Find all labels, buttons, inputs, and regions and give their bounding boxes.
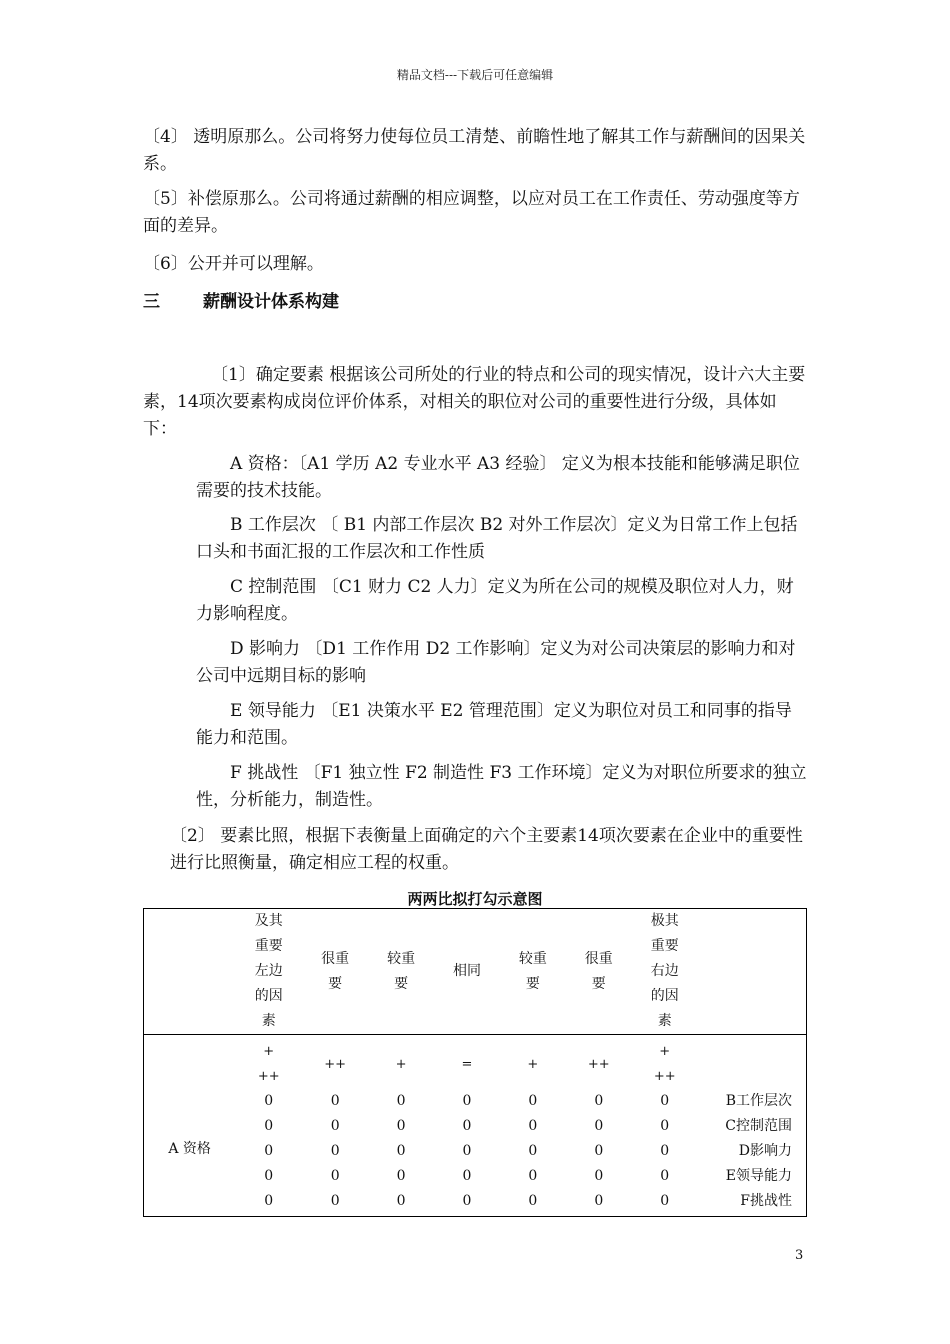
col-left-extreme: + ++ 0 0 0 0 0: [257, 1044, 280, 1209]
factor-a: A 资格：〔A1 学历 A2 专业水平 A3 经验〕 定义为根本技能和能够满足职位需要的技术技能。: [196, 454, 800, 501]
header-more-right: 较重要: [500, 909, 566, 1035]
col-compare-factors: [698, 1035, 807, 1217]
page-header: 精品文档---下载后可任意编辑: [396, 68, 554, 82]
col-very-right: ++ 0 0 0 0 0: [587, 1056, 610, 1209]
section-title: 薪酬设计体系构建: [203, 292, 339, 312]
col-more-left: + 0 0 0 0 0: [395, 1056, 407, 1209]
factor-b: B 工作层次 〔 B1 内部工作层次 B2 对外工作层次〕定义为日常工作上包括口头和书面汇报的工作层次和工作性质: [196, 515, 798, 562]
step1-paragraph: 〔1〕确定要素 根据该公司所处的行业的特点和公司的现实情况，设计六大主要素，14项次要素构成岗位评价体系，对相关的职位对公司的重要性进行分级，具体如下：: [143, 365, 806, 439]
factor-d: D 影响力 〔D1 工作作用 D2 工作影响〕定义为对公司决策层的影响力和对公司中远期目标的影响: [196, 639, 796, 686]
paragraph-principle-4: 〔4〕 透明原那么。公司将努力使每位员工清楚、前瞻性地了解其工作与薪酬间的因果关系。: [143, 127, 806, 174]
col-more-right: + 0 0 0 0 0: [527, 1056, 539, 1209]
table-header-row: [144, 909, 807, 1035]
table-body-row: [144, 1035, 807, 1217]
factor-f: F 挑战性 〔F1 独立性 F2 制造性 F3 工作环境〕定义为对职位所要求的独立性，分析能力，制造性。: [196, 763, 807, 810]
section-heading: [143, 287, 339, 312]
compare-factor-c: C控制范围: [725, 1118, 792, 1134]
header-very-left: 很重要: [302, 909, 368, 1035]
header-empty: [144, 909, 236, 1035]
col-very-left: ++ 0 0 0 0 0: [324, 1056, 347, 1209]
header-equal: 相同: [434, 909, 500, 1035]
comparison-table: [143, 908, 807, 1217]
row-label: A 资格: [168, 1141, 211, 1157]
header-very-right: 很重要: [566, 909, 632, 1035]
header-more-left: 较重要: [368, 909, 434, 1035]
paragraph-principle-5: 〔5〕补偿原那么。公司将通过薪酬的相应调整，以应对员工在工作责任、劳动强度等方面的差异。: [143, 189, 800, 236]
col-right-extreme: + ++ 0 0 0 0 0: [653, 1044, 676, 1209]
header-left-extreme: 及其重要左边的因素: [235, 909, 302, 1035]
compare-factor-f: F挑战性: [740, 1193, 792, 1209]
header-empty-right: [698, 909, 807, 1035]
compare-factor-b: B工作层次: [725, 1093, 792, 1109]
compare-factor-d: D影响力: [738, 1143, 792, 1159]
header-right-extreme: 极其重要右边的因素: [632, 909, 698, 1035]
step2-text: 〔2〕 要素比照，根据下表衡量上面确定的六个主要素14项次要素在企业中的重要性进行比照衡量，确定相应工程的权重。: [170, 826, 803, 873]
factor-c: C 控制范围 〔C1 财力 C2 人力〕定义为所在公司的规模及职位对人力，财力影响程度。: [196, 577, 794, 624]
factor-e: E 领导能力 〔E1 决策水平 E2 管理范围〕定义为职位对员工和同事的指导能力和范围。: [196, 701, 792, 748]
paragraph-principle-6: 〔6〕公开并可以理解。: [143, 254, 324, 274]
compare-factor-e: E领导能力: [725, 1168, 792, 1184]
col-equal: = 0 0 0 0 0: [461, 1056, 473, 1209]
step2-paragraph: [170, 823, 808, 877]
table-caption: 两两比拟打勾示意图: [407, 890, 543, 908]
page-number: 3: [795, 1248, 804, 1263]
section-number: 三: [143, 292, 160, 312]
